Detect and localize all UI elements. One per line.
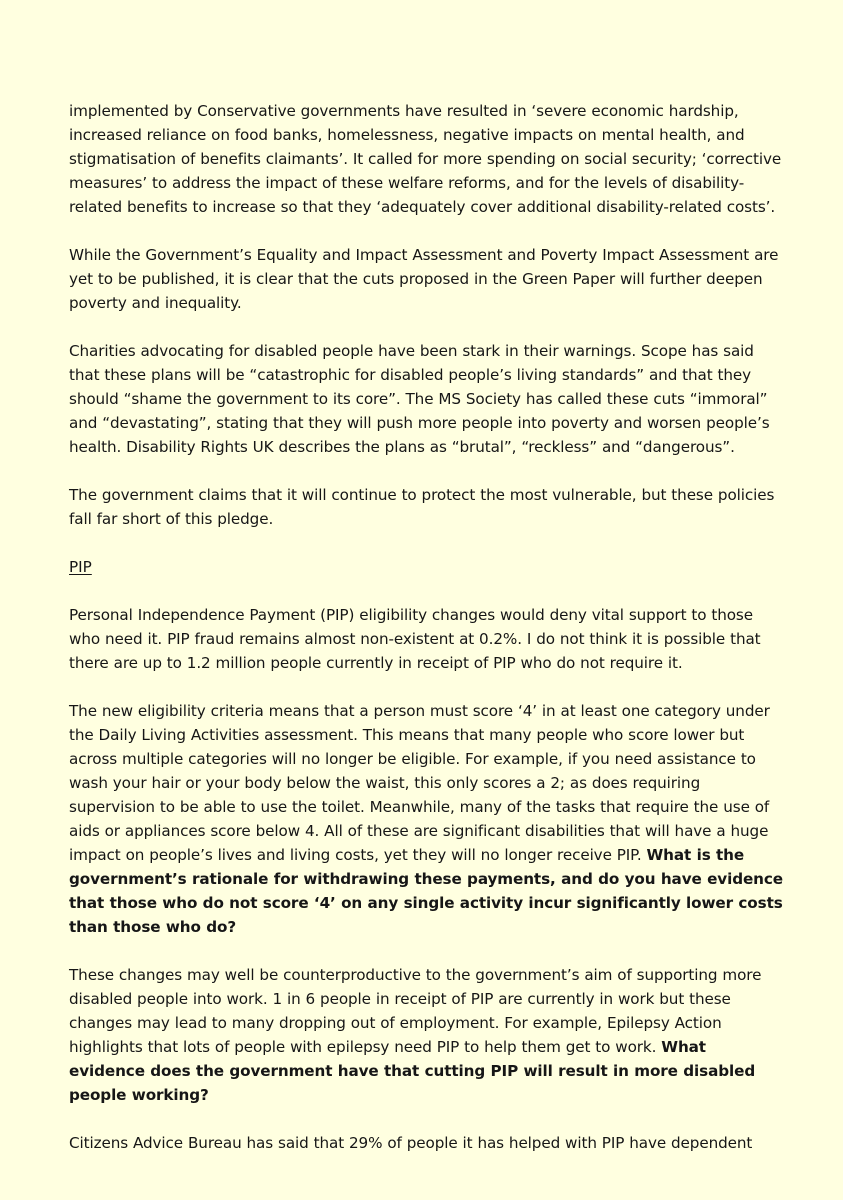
criteria-question: What is the government’s rationale for withdrawing these payments, and do you have evidence that those who do not score ‘4’ on any single activity incur significantly lower costs than those who do? bbox=[69, 846, 783, 936]
paragraph-pip-eligibility: Personal Independence Payment (PIP) eligibility changes would deny vital support to those who need it. PIP fraud remains almost non-existent at 0.2%. I do not think it is possible that there are up to 1.2 million people currently in receipt of PIP who do not require it. bbox=[69, 606, 761, 672]
paragraph-welfare-reforms: implemented by Conservative governments have resulted in ‘severe economic hardship, increased reliance on food banks, homelessness, negative impacts on mental health, and stigmatisation of benefits claimants’. It called for more spending on social security; ‘corrective measures’ to address the impact of these welfare reforms, and for the levels of disability-related benefits to increase so that they ‘adequately cover additional disability-related costs’. bbox=[69, 102, 782, 216]
paragraph-impact-assessment: While the Government’s Equality and Impact Assessment and Poverty Impact Assessment are yet to be published, it is clear that the cuts proposed in the Green Paper will further deepen poverty and inequality. bbox=[69, 246, 779, 312]
counterproductive-text: These changes may well be counterproductive to the government’s aim of supporting more disabled people into work. 1 in 6 people in receipt of PIP are currently in work but these changes may lead to many dropping out of employment. For example, Epilepsy Action highlights that lots of people with epilepsy need PIP to help them get to work. bbox=[69, 966, 762, 1056]
paragraph-counterproductive bbox=[69, 963, 783, 1107]
paragraph-eligibility-criteria bbox=[69, 699, 783, 939]
criteria-text: The new eligibility criteria means that a person must score ‘4’ in at least one category under the Daily Living Activities assessment. This means that many people who score lower but across multiple categories will no longer be eligible. For example, if you need assistance to wash your hair or your body below the waist, this only scores a 2; as does requiring supervision to be able to use the toilet. Meanwhile, many of the tasks that require the use of aids or appliances score below 4. All of these are significant disabilities that will have a huge impact on people’s lives and living costs, yet they will no longer receive PIP. bbox=[69, 702, 770, 864]
paragraph-charities: Charities advocating for disabled people have been stark in their warnings. Scope has said that these plans will be “catastrophic for disabled people’s living standards” and that they should “shame the government to its core”. The MS Society has called these cuts “immoral” and “devastating”, stating that they will push more people into poverty and worsen people’s health. Disability Rights UK describes the plans as “brutal”, “reckless” and “dangerous”. bbox=[69, 342, 770, 456]
paragraph-citizens-advice: Citizens Advice Bureau has said that 29% of people it has helped with PIP have dependent bbox=[69, 1134, 753, 1152]
paragraph-government-claims: The government claims that it will continue to protect the most vulnerable, but these policies fall far short of this pledge. bbox=[69, 486, 775, 528]
section-heading-pip: PIP bbox=[69, 558, 92, 576]
counterproductive-question: What evidence does the government have that cutting PIP will result in more disabled people working? bbox=[69, 1038, 756, 1104]
